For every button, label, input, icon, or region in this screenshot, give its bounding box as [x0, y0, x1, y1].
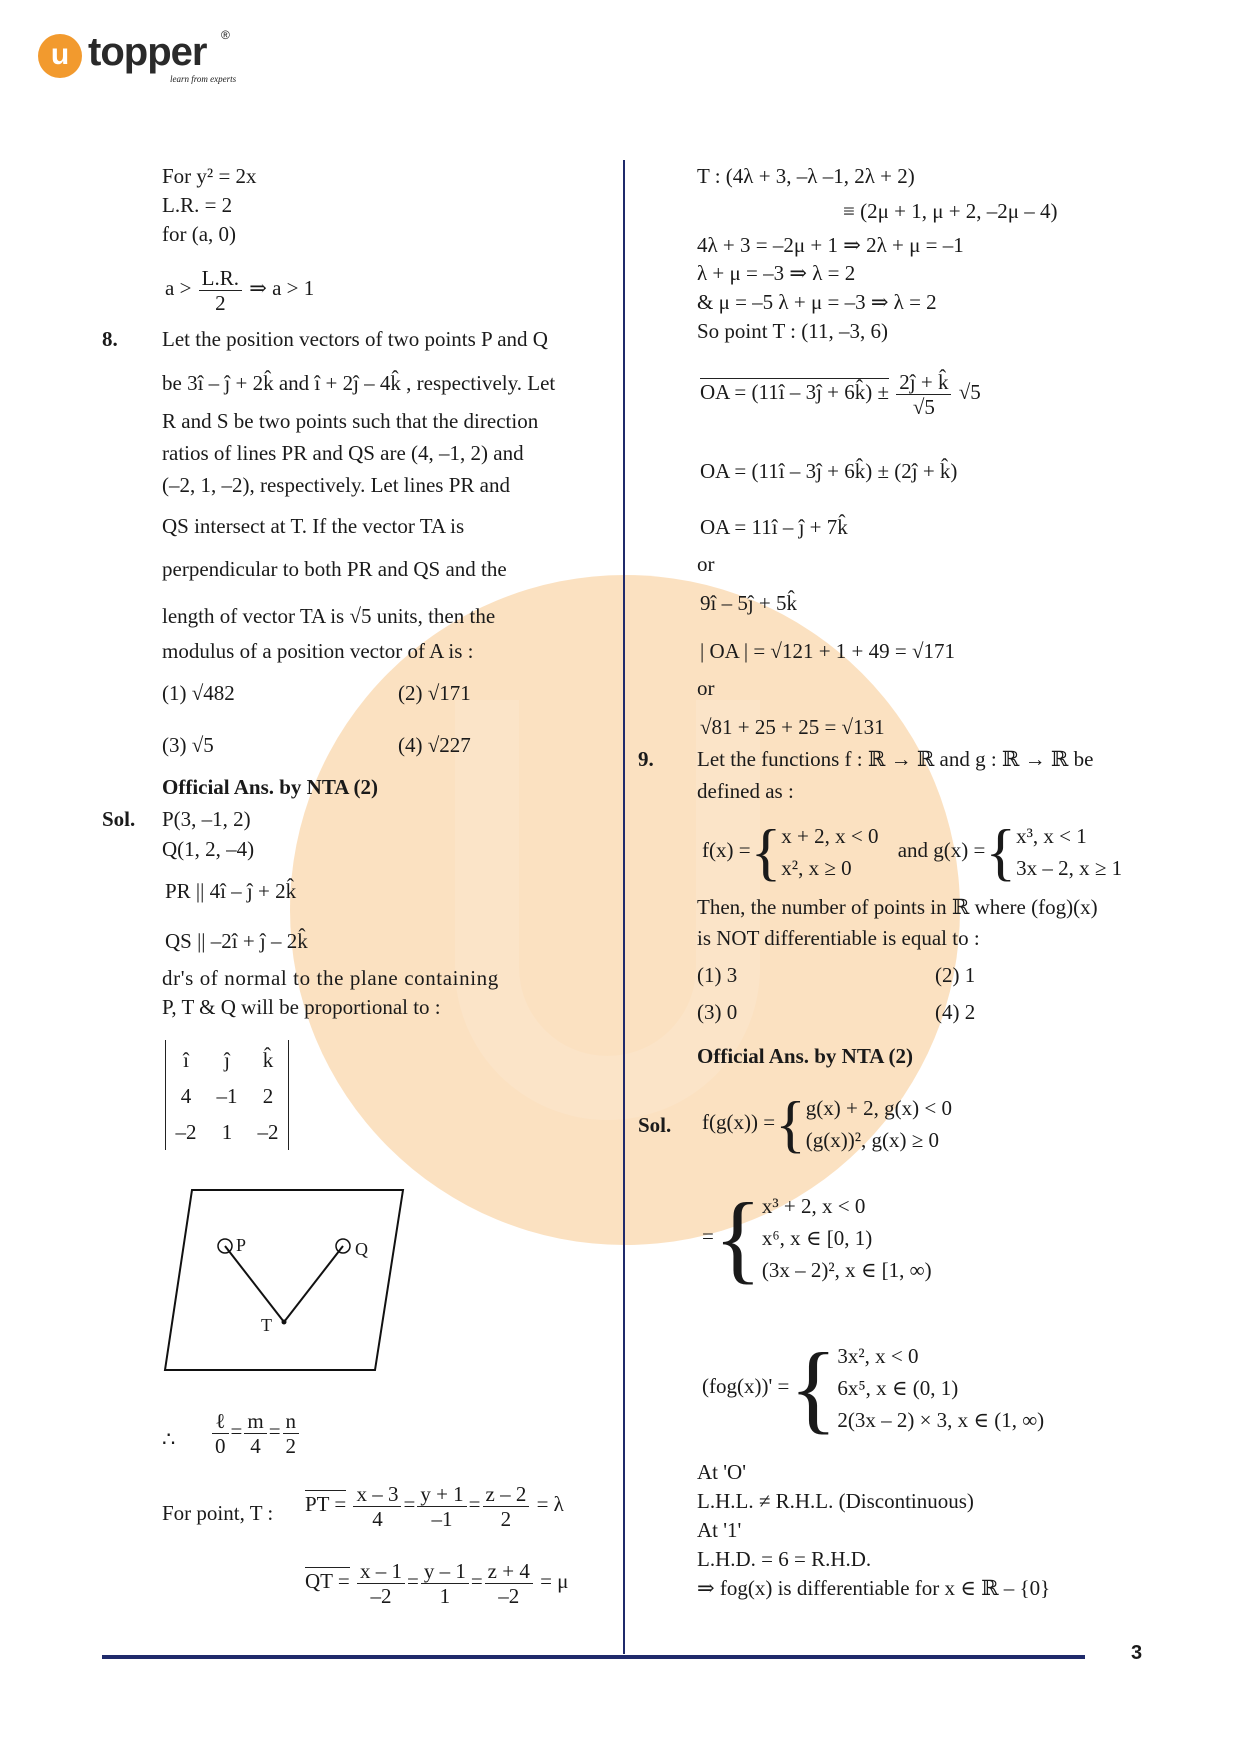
fog-derivative: (fog(x))' ={ 3x², x < 0 6x⁵, x ∈ (0, 1) 2(3x – 2) × 3, x ∈ (1, ∞)	[702, 1332, 1045, 1444]
oa-equation: 9î – 5ĵ + 5k̂	[700, 591, 798, 615]
det-cell: 2	[262, 1084, 274, 1108]
line-pt	[225, 1246, 284, 1322]
footer-rule	[102, 1655, 1085, 1659]
solution-line: PR || 4î – ĵ + 2k̂	[165, 879, 297, 903]
option-1: (1) 3	[697, 963, 738, 987]
det-cell: –2	[175, 1120, 197, 1144]
question-line: defined as :	[697, 779, 794, 803]
solution-line: P, T & Q will be proportional to :	[162, 995, 441, 1019]
figure-label-q: Q	[355, 1239, 368, 1259]
fog-definition: f(g(x)) ={ g(x) + 2, g(x) < 0 (g(x))², g(x) ≥ 0	[702, 1088, 952, 1160]
direction-ratio: $\frac{\text{ℓ}}{0}$ = $\frac{m}{4}$ = $\frac{n}{2}$	[210, 1405, 301, 1458]
line-qt	[284, 1246, 343, 1322]
det-cell: –2	[257, 1120, 279, 1144]
registered-mark: ®	[221, 28, 230, 42]
question-line: (–2, 1, –2), respectively. Let lines PR and	[162, 473, 510, 497]
fog-piecewise: ={ x³ + 2, x < 0 x⁶, x ∈ [0, 1) (3x – 2)², x ∈ [1, ∞)	[702, 1182, 932, 1294]
option-4: (4) 2	[935, 1000, 976, 1024]
det-cell: ĵ	[224, 1048, 230, 1072]
oa-equation: √81 + 25 + 25 = √131	[700, 715, 885, 739]
question-line: QS intersect at T. If the vector TA is	[162, 514, 465, 538]
official-answer: Official Ans. by NTA (2)	[162, 775, 379, 799]
question-line: modulus of a position vector of A is :	[162, 639, 474, 663]
solution-line: 4λ + 3 = –2μ + 1 ⇒ 2λ + μ = –1	[697, 233, 964, 257]
conclusion-line: ⇒ fog(x) is differentiable for x ∈ ℝ – {0}	[697, 1576, 1051, 1600]
det-cell: –1	[216, 1084, 238, 1108]
solution-label: Sol.	[638, 1113, 672, 1137]
figure-label-t: T	[261, 1315, 272, 1335]
logo-text: topper	[88, 30, 207, 74]
logo	[38, 30, 238, 90]
inequality: a > $\frac{L.R.}{2}$ ⇒ a > 1	[165, 265, 315, 315]
question-number: 9.	[638, 747, 654, 771]
column-divider	[623, 160, 625, 1654]
solution-label: Sol.	[102, 807, 136, 831]
pt-equation: PT = $\frac{x - 3}{4}$ = $\frac{y + 1}{-1}$ = $\frac{z - 2}{2}$ = λ	[305, 1481, 564, 1531]
solution-line: So point T : (11, –3, 6)	[697, 319, 888, 343]
for-point-label: For point, T :	[162, 1501, 274, 1525]
or-text: or	[697, 552, 715, 576]
oa-equation: OA = (11î – 3ĵ + 6k̂) ± (2ĵ + k̂)	[700, 459, 958, 483]
option-2: (2) √171	[398, 681, 471, 705]
or-text: or	[697, 676, 715, 700]
question-line: ratios of lines PR and QS are (4, –1, 2) and	[162, 441, 524, 465]
solution-line: T : (4λ + 3, –λ –1, 2λ + 2)	[697, 164, 915, 188]
question-line: Let the position vectors of two points P and Q	[162, 327, 548, 351]
page-number: 3	[1131, 1642, 1143, 1664]
solution-line: dr's of normal to the plane containing	[162, 966, 499, 990]
oa-equation: OA = (11î – 3ĵ + 6k̂) ± $\frac{2ĵ + k̂}{√5}$ √5	[700, 369, 981, 419]
figure-label-p: P	[236, 1235, 247, 1255]
question-line: length of vector TA is √5 units, then the	[162, 604, 496, 628]
question-line: is NOT differentiable is equal to :	[697, 926, 980, 950]
official-answer: Official Ans. by NTA (2)	[697, 1044, 914, 1068]
plane-figure	[160, 1185, 410, 1375]
question-line: Let the functions f : ℝ → ℝ and g : ℝ → ℝ be	[697, 747, 1094, 771]
conclusion-line: At '1'	[697, 1518, 742, 1542]
solution-line: & μ = –5 λ + μ = –3 ⇒ λ = 2	[697, 290, 937, 314]
question-line: be 3î – ĵ + 2k̂ and î + 2ĵ – 4k̂ , respectively. Let	[162, 371, 556, 395]
plane-parallelogram	[165, 1190, 403, 1370]
conclusion-line: L.H.L. ≠ R.H.L. (Discontinuous)	[697, 1489, 974, 1513]
question-number: 8.	[102, 327, 118, 351]
option-4: (4) √227	[398, 733, 471, 757]
oa-modulus: | OA | = √121 + 1 + 49 = √171	[700, 639, 956, 663]
oa-equation: OA = 11î – ĵ + 7k̂	[700, 515, 848, 539]
det-cell: 4	[180, 1084, 192, 1108]
conclusion-line: At 'O'	[697, 1460, 746, 1484]
logo-tagline: learn from experts	[170, 74, 237, 84]
question-line: perpendicular to both PR and QS and the	[162, 557, 507, 581]
qt-equation: QT = $\frac{x - 1}{-2}$ = $\frac{y - 1}{1}$ = $\frac{z + 4}{-2}$ = μ	[305, 1558, 569, 1608]
option-1: (1) √482	[162, 681, 235, 705]
text-line: L.R. = 2	[162, 193, 233, 217]
solution-line: P(3, –1, 2)	[162, 807, 251, 831]
solution-line: λ + μ = –3 ⇒ λ = 2	[697, 261, 856, 285]
question-line: R and S be two points such that the direction	[162, 409, 539, 433]
solution-line: Q(1, 2, –4)	[162, 837, 255, 861]
determinant	[165, 1040, 289, 1150]
solution-line: ≡ (2μ + 1, μ + 2, –2μ – 4)	[843, 199, 1058, 223]
option-2: (2) 1	[935, 963, 976, 987]
det-cell: k̂	[262, 1048, 274, 1072]
det-cell: 1	[221, 1120, 233, 1144]
question-line: Then, the number of points in ℝ where (fog)(x)	[697, 895, 1098, 919]
text-line: For y² = 2x	[162, 164, 257, 188]
function-definition: f(x) ={ x + 2, x < 0 x², x ≥ 0 and g(x) ={ x³, x < 1 3x – 2, x ≥ 1	[702, 816, 1123, 888]
point-t	[282, 1320, 287, 1325]
therefore-symbol: ∴	[162, 1427, 176, 1451]
option-3: (3) √5	[162, 733, 214, 757]
det-cell: î	[183, 1048, 189, 1072]
conclusion-line: L.H.D. = 6 = R.H.D.	[697, 1547, 872, 1571]
logo-circle-icon: u	[38, 34, 82, 78]
text-line: for (a, 0)	[162, 222, 237, 246]
solution-line: QS || –2î + ĵ – 2k̂	[165, 929, 308, 953]
option-3: (3) 0	[697, 1000, 738, 1024]
